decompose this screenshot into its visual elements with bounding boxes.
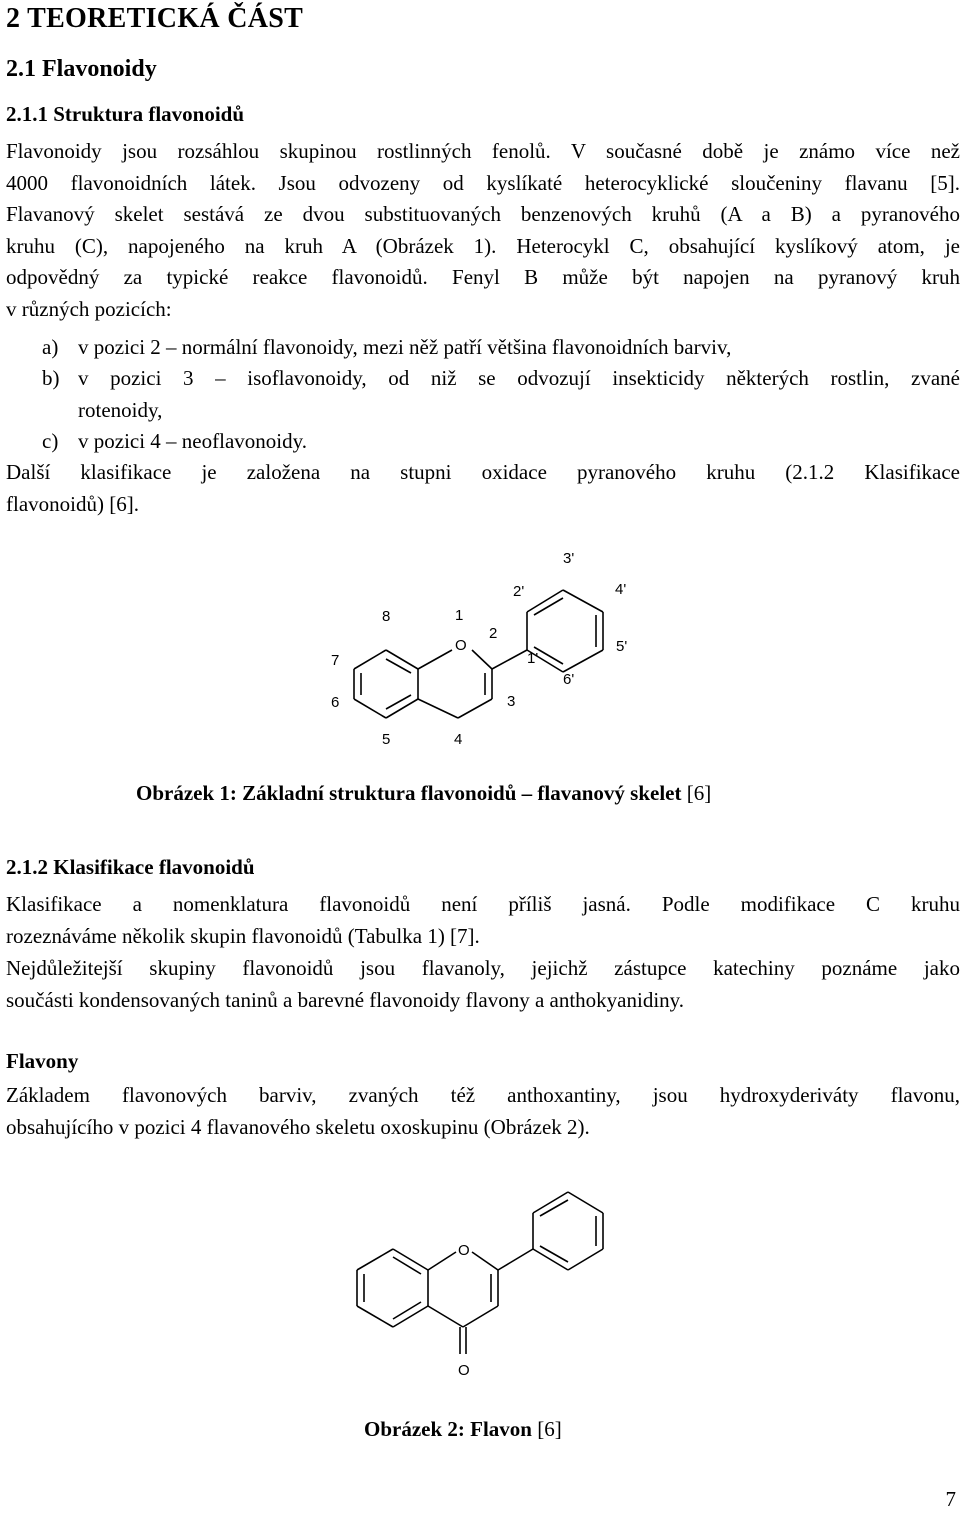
- text-line: součásti kondensovaných taninů a barevné flavonoidy flavony a anthokyanidiny.: [6, 987, 685, 1012]
- list-item-text: v pozici 2 – normální flavonoidy, mezi něž patří většina flavonoidních barviv,: [78, 335, 732, 359]
- classification-paragraph: [6, 889, 960, 952]
- subsection-heading-structure: 2.1.1 Struktura flavonoidů: [6, 102, 245, 126]
- text-line: v různých pozicích:: [6, 296, 172, 321]
- ring-oxygen-label: O: [458, 1242, 470, 1259]
- position-label: 1': [527, 650, 539, 667]
- text-line: odpovědný za typické reakce flavonoidů. Fenyl B může být napojen na pyranový kruh: [6, 265, 960, 290]
- figure1-caption-ref: [6]: [686, 781, 712, 805]
- figure1-caption-text: Obrázek 1: Základní struktura flavonoidů – flavanový skelet: [136, 781, 682, 805]
- text-line: rozeznáváme několik skupin flavonoidů (Tabulka 1) [7].: [6, 923, 480, 948]
- position-label: 1: [455, 607, 464, 624]
- text-line: Flavanový skelet sestává ze dvou substituovaných benzenových kruhů (A a B) a pyranového: [6, 202, 960, 227]
- figure2-caption-text: Obrázek 2: Flavon: [364, 1417, 532, 1441]
- ring-oxygen-label: O: [455, 637, 467, 654]
- position-label: 3': [563, 550, 575, 567]
- text-line: v pozici 3 – isoflavonoidy, od niž se odvozují insekticidy některých rostlin, zvané: [78, 366, 960, 390]
- list-item-text: [78, 363, 960, 426]
- intro-paragraph: [6, 136, 960, 326]
- figure1-caption: [136, 781, 711, 806]
- figure2-caption: [364, 1417, 562, 1442]
- position-label: 5': [616, 638, 628, 655]
- position-label: 4': [615, 581, 627, 598]
- position-label: 5: [382, 731, 391, 748]
- section-heading: 2.1 Flavonoidy: [6, 56, 157, 82]
- figure2-caption-ref: [6]: [537, 1417, 562, 1441]
- chapter-heading: 2 TEORETICKÁ ČÁST: [6, 3, 304, 34]
- flavony-paragraph: [6, 1080, 960, 1143]
- flavan-structure-bonds: [354, 590, 603, 718]
- text-line: Další klasifikace je založena na stupni oxidace pyranového kruhu (2.1.2 Klasifikace: [6, 460, 960, 484]
- text-line: obsahujícího v pozici 4 flavanového skeletu oxoskupinu (Obrázek 2).: [6, 1114, 590, 1139]
- flavony-heading: Flavony: [6, 1049, 79, 1073]
- flavone-figure: [0, 1180, 960, 1400]
- position-label: 2: [489, 625, 498, 642]
- text-line: Základem flavonových barviv, zvaných též anthoxantiny, jsou hydroxyderiváty flavonu,: [6, 1083, 960, 1107]
- position-label: 2': [513, 583, 525, 600]
- position-label: 6': [563, 671, 575, 688]
- list-item-text: v pozici 4 – neoflavonoidy.: [78, 429, 308, 453]
- flavan-skeleton-figure: [0, 540, 960, 760]
- text-line: Flavonoidy jsou rozsáhlou skupinou rostlinných fenolů. V současné době je známo více než: [6, 139, 960, 163]
- important-groups-paragraph: [6, 953, 960, 1016]
- text-line: kruhu (C), napojeného na kruh A (Obrázek 1). Heterocykl C, obsahující kyslíkový atom, je: [6, 233, 960, 258]
- text-line: flavonoidů) [6].: [6, 491, 139, 516]
- subsection-heading-classification: 2.1.2 Klasifikace flavonoidů: [6, 855, 255, 879]
- flavone-structure-bonds: [357, 1192, 603, 1354]
- text-line: Nejdůležitejší skupiny flavonoidů jsou flavanoly, jejichž zástupce katechiny poznáme jako: [6, 956, 960, 980]
- keto-oxygen-label: O: [458, 1362, 470, 1379]
- position-label: 7: [331, 652, 340, 669]
- page-number: 7: [945, 1487, 956, 1511]
- text-line: 4000 flavonoidních látek. Jsou odvozeny od kyslíkaté heterocyklické sloučeniny flavanu [5].: [6, 170, 960, 195]
- further-paragraph: [6, 457, 960, 520]
- position-label: 8: [382, 608, 391, 625]
- text-line: rotenoidy,: [78, 397, 163, 422]
- text-line: Klasifikace a nomenklatura flavonoidů není příliš jasná. Podle modifikace C kruhu: [6, 892, 960, 916]
- list-marker: c): [42, 429, 59, 453]
- position-label: 4: [454, 731, 463, 748]
- position-label: 6: [331, 694, 340, 711]
- position-label: 3: [507, 693, 516, 710]
- list-marker: b): [42, 366, 60, 390]
- list-marker: a): [42, 335, 59, 359]
